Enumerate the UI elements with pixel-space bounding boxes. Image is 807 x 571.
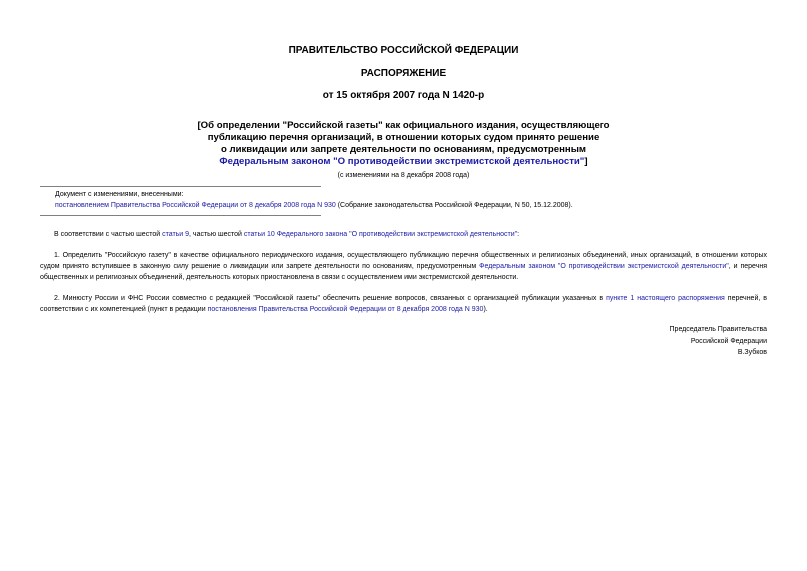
item-2-point-1-link[interactable]: пункте 1 настоящего распоряжения — [606, 295, 725, 302]
signature-block — [670, 324, 767, 359]
changes-resolution-link[interactable]: постановлением Правительства Российской Федерации от 8 декабря 2008 года N 930 — [55, 202, 336, 209]
item-2-paragraph — [40, 293, 767, 315]
intro-text-3: : — [517, 231, 520, 238]
government-heading: ПРАВИТЕЛЬСТВО РОССИЙСКОЙ ФЕДЕРАЦИИ — [288, 45, 519, 56]
changes-label: Документ с изменениями, внесенными: — [55, 191, 184, 198]
document-title — [180, 120, 627, 168]
article-10-law-link[interactable]: статьи 10 Федерального закона "О противодействии экстремистской деятельности" — [243, 231, 518, 238]
title-line-1: [Об определении "Российской газеты" как официального издания, осуществляющего — [197, 120, 610, 131]
edition-note: (с изменениями на 8 декабря 2008 года) — [337, 172, 470, 179]
title-line-2: публикацию перечня организаций, в отношении которых судом принято решение — [207, 132, 600, 143]
signature-position-line-2: Российской Федерации — [690, 337, 767, 345]
document-type-heading: РАСПОРЯЖЕНИЕ — [360, 68, 447, 79]
item-2-text-2: перечней, в соответствии с их компетенцией (пункт в редакции — [40, 295, 767, 314]
item-2-resolution-link[interactable]: постановления Правительства Российской Федерации от 8 декабря 2008 года N 930 — [207, 306, 484, 314]
signature-position-line-1: Председатель Правительства — [669, 326, 767, 333]
item-2-text-3: ). — [483, 306, 488, 314]
title-close-bracket: ] — [584, 156, 588, 167]
intro-paragraph — [40, 229, 767, 240]
item-2-text-1: 2. Минюсту России и ФНС России совместно с редакцией "Российской газеты" обеспечить решение вопросов, связанных с организацией публикации указанных в — [54, 295, 607, 302]
changes-divider-top — [40, 186, 321, 187]
article-9-link[interactable]: статьи 9 — [162, 231, 190, 238]
title-line-4 — [180, 156, 627, 168]
intro-text-2: , частью шестой — [189, 231, 244, 238]
changes-source-text: (Собрание законодательства Российской Федерации, N 50, 15.12.2008). — [335, 202, 573, 209]
changes-source-line — [55, 202, 573, 209]
item-1-text-2: , и перечня общественных и религиозных объединений, деятельность которых приостановлена в связи с осуществлением ими экстремистской деятельности. — [40, 263, 767, 282]
title-line-3: о ликвидации или запрете деятельности по основаниям, предусмотренным — [220, 144, 587, 155]
signature-name: В.Зубков — [737, 349, 767, 356]
item-1-text-1: 1. Определить "Российскую газету" в качестве официального периодического издания, осуществляющего публикацию перечня общественных и религиозных объединений, иных организаций, в отношении которых судом принято вступившее в законную силу решение о ликвидации или запрете деятельности по основаниям, предусмотренным — [40, 252, 767, 271]
intro-text-1: В соответствии с частью шестой — [54, 231, 163, 238]
changes-divider-bottom — [40, 215, 321, 216]
title-law-link[interactable]: Федеральным законом "О противодействии экстремистской деятельности" — [219, 156, 585, 167]
item-1-law-link[interactable]: Федеральным законом "О противодействии экстремистской деятельности" — [479, 263, 729, 271]
item-1-paragraph — [40, 250, 767, 284]
document-date-number: от 15 октября 2007 года N 1420-р — [322, 90, 485, 101]
